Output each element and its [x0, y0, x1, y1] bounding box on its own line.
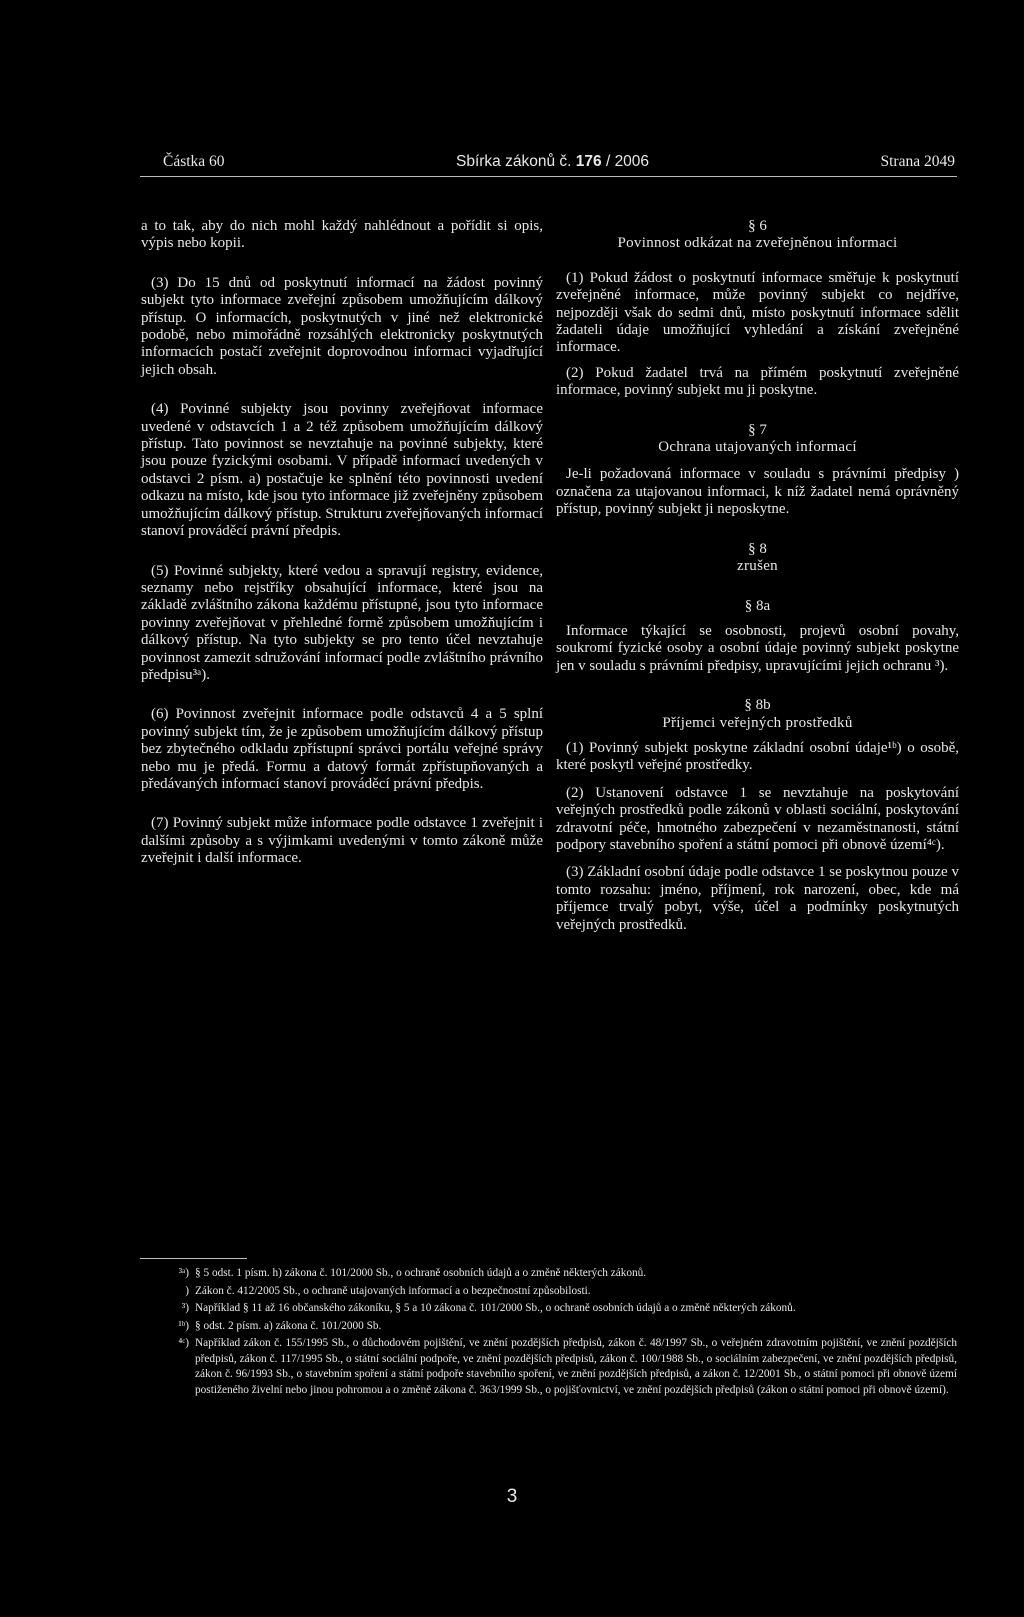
paragraph-continuation: a to tak, aby do nich mohl každý nahlédnout a pořídit si opis, výpis nebo kopii.	[141, 218, 543, 252]
section-title: zrušen	[737, 558, 778, 575]
paragraph-5: (5) Povinné subjekty, které vedou a spravují registry, evidence, seznamy nebo rejstříky obsahující informace, které jsou na základě zvláštního zákona každému přístupné, jsou tyto informace povinny zveřejňovat v přehledné formě způsobem umožňujícím i dálkový přístup. Na tyto subjekty se pro tento účel nevztahuje povinnost zamezit sdružování informací podle zvláštního právního předpisu³ᵃ).	[141, 562, 543, 683]
header-title-number: 176	[575, 153, 602, 170]
section-7-heading	[556, 422, 959, 457]
section-8b-paragraph-2: (2) Ustanovení odstavce 1 se nevztahuje na poskytování veřejných prostředků podle zákonů v oblasti sociální, poskytování zdravotní péče, hmotného zabezpečení v nezaměstnanosti, státní podpory stavebního spoření a státní pomoci při obnově území⁴ᶜ).	[556, 784, 959, 853]
section-8b-paragraph-1: (1) Povinný subjekt poskytne základní osobní údaje¹ᵇ) o osobě, které poskytl veřejné prostředky.	[556, 739, 959, 774]
footnote-mark: ⁴ᶜ)	[178, 1337, 189, 1349]
footnote	[167, 1284, 957, 1300]
footnote-text: Například zákon č. 155/1995 Sb., o důchodovém pojištění, ve znění pozdějších předpisů, zákon č. 48/1997 Sb., o veřejném zdravotním pojištění, ve znění pozdějších předpisů, zákon č. 117/1995 Sb., o státní sociální podpoře, ve znění pozdějších předpisů, zákon č. 100/1988 Sb., o sociálním zabezpečení, ve znění pozdějších předpisů, zákon č. 96/1993 Sb., o stavebním spoření a státní podpoře stavebního spoření, ve znění pozdějších předpisů, a zákon č. 12/2001 Sb., o státní pomoci při obnově území postiženého živelní nebo jinou pohromou a o změně zákona č. 363/1999 Sb., o pojišťovnictví, ve znění pozdějších předpisů (zákon o státní pomoci při obnově území).	[195, 1337, 957, 1396]
section-number: § 7	[748, 421, 767, 438]
footnote-rule	[140, 1258, 247, 1259]
running-header	[163, 150, 955, 174]
section-title: Povinnost odkázat na zveřejněnou informaci	[617, 235, 898, 252]
section-number: § 8a	[744, 597, 771, 614]
footnote-mark: ³ᵃ)	[178, 1267, 189, 1279]
section-8b-paragraph-3: (3) Základní osobní údaje podle odstavce 1 se poskytnou pouze v tomto rozsahu: jméno, příjmení, rok narození, obec, kde má příjemce trvalý pobyt, výše, účel a podmínky poskytnutých veřejných prostředků.	[556, 864, 959, 933]
section-6-paragraph-2: (2) Pokud žadatel trvá na přímém poskytnutí zveřejněné informace, povinný subjekt mu ji poskytne.	[556, 364, 959, 399]
section-number: § 8	[748, 540, 767, 557]
page-number: 3	[506, 1486, 518, 1507]
section-8a-heading	[556, 598, 959, 615]
paragraph-4: (4) Povinné subjekty jsou povinny zveřejňovat informace uvedené v odstavcích 1 a 2 též způsobem umožňujícím dálkový přístup. Tato povinnost se nevztahuje na povinné subjekty, které jsou pouze fyzickými osobami. V případě informací uvedených v odstavci 2 písm. a) postačuje ke splnění této povinnosti uvedení odkazu na místo, kde jsou tyto informace již zveřejněny způsobem umožňujícím dálkový přístup. Strukturu zveřejňovaných informací stanoví prováděcí právní předpis.	[141, 401, 543, 540]
right-column	[556, 218, 959, 934]
footnote	[167, 1266, 957, 1282]
footnote-text: § odst. 2 písm. a) zákona č. 101/2000 Sb.	[195, 1319, 382, 1332]
section-8b-heading	[556, 697, 959, 732]
paragraph-7: (7) Povinný subjekt může informace podle odstavce 1 zveřejnit i dalšími způsoby a s výjimkami uvedenými v tomto zákoně může zveřejnit i další informace.	[141, 815, 543, 867]
header-title-prefix: Sbírka zákonů č.	[456, 153, 572, 170]
paragraph-6: (6) Povinnost zveřejnit informace podle odstavců 4 a 5 splní povinný subjekt tím, že je způsobem umožňujícím dálkový přístup bez zbytečného odkladu zpřístupní správci portálu veřejné správy nebo mu je předá. Formu a datový formát zpřístupňovaných a předávaných informací stanoví prováděcí právní předpis.	[141, 706, 543, 792]
footnote-mark: ¹ᵇ)	[178, 1319, 189, 1332]
header-part: Částka 60	[163, 153, 225, 170]
section-8-heading	[556, 541, 959, 576]
footnote-mark: )	[185, 1284, 189, 1297]
footnote-text: § 5 odst. 1 písm. h) zákona č. 101/2000 Sb., o ochraně osobních údajů a o změně některých zákonů.	[195, 1267, 647, 1279]
header-title	[456, 153, 649, 171]
section-title: Příjemci veřejných prostředků	[662, 714, 853, 731]
section-6-paragraph-1: (1) Pokud žádost o poskytnutí informace směřuje k poskytnutí zveřejněné informace, může povinný subjekt co nejdříve, nejpozději však do sedmi dnů, místo poskytnutí informace sdělit žadateli údaje umožňující vyhledání a získání zveřejněné informace.	[556, 269, 959, 356]
section-7-paragraph: Je-li požadovaná informace v souladu s právními předpisy ) označena za utajovanou informaci, k níž žadatel nemá oprávněný přístup, povinný subjekt ji neposkytne.	[556, 466, 959, 518]
footnotes	[167, 1266, 957, 1400]
footnote-mark: ³)	[181, 1302, 189, 1314]
section-number: § 6	[748, 218, 767, 234]
footnote	[167, 1336, 957, 1398]
footnote-text: Zákon č. 412/2005 Sb., o ochraně utajovaných informací a o bezpečnostní způsobilosti.	[195, 1284, 591, 1297]
header-title-year: / 2006	[605, 153, 650, 170]
paragraph-3: (3) Do 15 dnů od poskytnutí informací na žádost povinný subjekt tyto informace zveřejní způsobem umožňujícím dálkový přístup. O informacích, poskytnutých v jiné než elektronické podobě, nebo mimořádně rozsáhlých elektronicky poskytnutých informacích postačí zveřejnit doprovodnou informaci vyjadřující jejich obsah.	[141, 274, 543, 378]
header-page: Strana 2049	[880, 153, 955, 170]
section-title: Ochrana utajovaných informací	[658, 439, 857, 456]
left-column	[141, 218, 543, 868]
section-6-heading	[556, 218, 959, 253]
header-rule	[140, 176, 957, 177]
footnote	[167, 1301, 957, 1317]
footnote	[167, 1319, 957, 1335]
section-number: § 8b	[744, 697, 771, 714]
footnote-text: Například § 11 až 16 občanského zákoníku, § 5 a 10 zákona č. 101/2000 Sb., o ochraně osobních údajů a o změně některých zákonů.	[195, 1302, 796, 1314]
section-8a-paragraph: Informace týkající se osobnosti, projevů osobní povahy, soukromí fyzické osoby a osobní údaje povinný subjekt poskytne jen v souladu s právními předpisy, upravujícími jejich ochranu ³).	[556, 622, 959, 674]
